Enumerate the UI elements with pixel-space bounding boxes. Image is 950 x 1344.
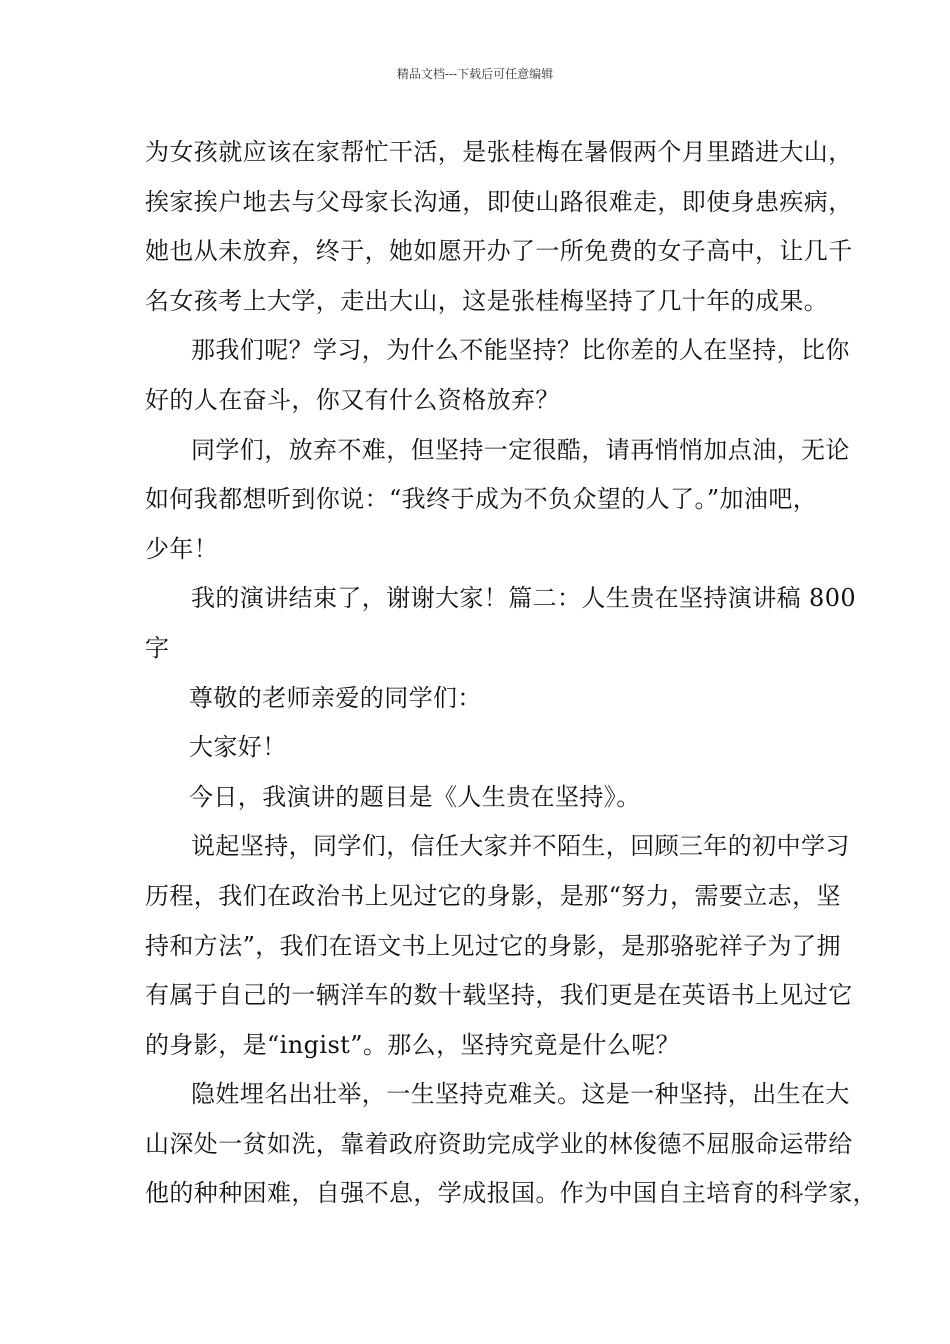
document-body xyxy=(145,128,877,1219)
page-header: 精品文档---下载后可任意编辑 xyxy=(396,67,554,81)
paragraph-first-line: 说起坚持，同学们，信任大家并不陌生，回顾三年的初中学习 xyxy=(191,832,850,861)
text-line: 少年！ xyxy=(145,534,219,563)
text-line: 为女孩就应该在家帮忙干活，是张桂梅在暑假两个月里踏进大山， xyxy=(145,138,853,166)
paragraph-first-line: 我的演讲结束了，谢谢大家！篇二：人生贵在坚持演讲稿 800 xyxy=(191,584,857,613)
topic-line: 今日，我演讲的题目是《人生贵在坚持》。 xyxy=(189,782,641,811)
text-line: 山深处一贫如洗，靠着政府资助完成学业的林俊德不屈服命运带给 xyxy=(145,1129,853,1158)
text-line: 名女孩考上大学，走出大山，这是张桂梅坚持了几十年的成果。 xyxy=(145,286,829,315)
text-line: 挨家挨户地去与父母家长沟通，即使山路很难走，即使身患疾病， xyxy=(145,187,853,216)
paragraph-first-line: 那我们呢？学习，为什么不能坚持？比你差的人在坚持，比你 xyxy=(191,336,850,365)
text-line: 有属于自己的一辆洋车的数十载坚持，我们更是在英语书上见过它 xyxy=(145,981,853,1010)
salutation-line: 尊敬的老师亲爱的同学们： xyxy=(189,683,482,712)
text-line: 持和方法”，我们在语文书上见过它的身影，是那骆驼祥子为了拥 xyxy=(145,931,841,960)
greeting-line: 大家好！ xyxy=(189,733,287,762)
text-line: 好的人在奋斗，你又有什么资格放弃？ xyxy=(145,385,560,414)
text-line: 字 xyxy=(145,633,170,662)
text-line: 如何我都想听到你说：“我终于成为不负众望的人了。”加油吧， xyxy=(145,485,818,514)
text-line: 的身影，是“ingist”。那么，坚持究竟是什么呢？ xyxy=(145,1030,681,1059)
paragraph-first-line: 同学们，放弃不难，但坚持一定很酷，请再悄悄加点油，无论 xyxy=(191,435,850,464)
text-line: 她也从未放弃，终于，她如愿开办了一所免费的女子高中，让几千 xyxy=(145,237,853,266)
paragraph-first-line: 隐姓埋名出壮举，一生坚持克难关。这是一种坚持，出生在大 xyxy=(191,1080,850,1109)
text-line: 历程，我们在政治书上见过它的身影，是那“努力，需要立志，坚 xyxy=(145,881,841,910)
text-line: 他的种种困难，自强不息，学成报国。作为中国自主培育的科学家， xyxy=(145,1179,877,1208)
